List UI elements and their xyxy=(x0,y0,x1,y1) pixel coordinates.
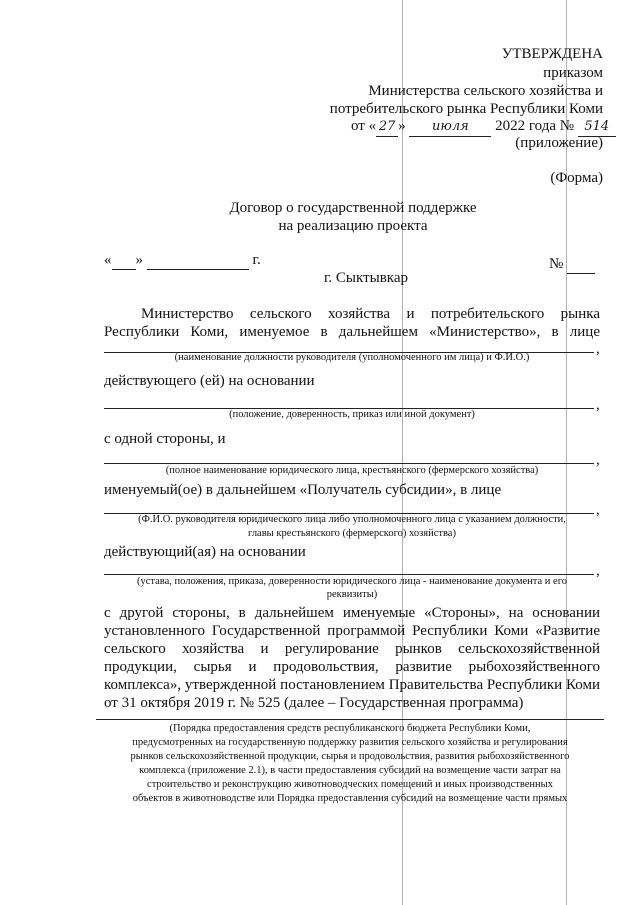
footnote-line3: рынков сельскохозяйственной продукции, сырья и продовольствия, развития рыбохозяйственного xyxy=(130,751,570,762)
approval-line-ministry: Министерства сельского хозяйства и xyxy=(368,83,603,99)
caption-recipient-name: (полное наименование юридического лица, крестьянского (фермерского хозяйства) xyxy=(165,465,539,476)
comma: , xyxy=(596,452,600,468)
footnote-line6: объектов в животноводстве или Порядка предоставления субсидий на возмещение части прямых xyxy=(132,793,568,804)
caption-recipient-basis-1: (устава, положения, приказа, доверенности юридического лица - наименование документа и его xyxy=(136,576,568,587)
comma: , xyxy=(596,502,600,518)
parties-paragraph-line2: установленного Государственной программой Республики Коми «Развитие xyxy=(104,623,600,639)
parties-paragraph-line1: с другой стороны, в дальнейшем именуемые «Стороны», на основании xyxy=(104,605,600,621)
approval-date-line: от « 27 » июля 2022 года № 514 xyxy=(351,117,616,137)
contract-date-field: « » г. xyxy=(104,252,261,268)
comma: , xyxy=(596,397,600,413)
caption-recipient-representative-2: главы крестьянского (фермерского) хозяйства) xyxy=(248,528,456,539)
approval-line-order: приказом xyxy=(543,65,603,81)
document-title-line2: на реализацию проекта xyxy=(278,218,428,234)
approval-order-number-handwritten: 514 xyxy=(578,118,616,137)
contract-number-field: № xyxy=(549,255,595,274)
footnote-line1: (Порядка предоставления средств республиканского бюджета Республики Коми, xyxy=(169,723,531,734)
form-label: (Форма) xyxy=(550,170,603,186)
one-side-label: с одной стороны, и xyxy=(104,431,226,447)
parties-paragraph-line6: от 31 октября 2019 г. № 525 (далее – Государственная программа) xyxy=(104,695,524,711)
parties-paragraph-line4: продукции, сырья и продовольствия, развитие рыбохозяйственного xyxy=(104,659,600,675)
footnote-line5: строительство и реконструкцию животноводческих помещений и иных производственных xyxy=(147,779,553,790)
acting-on-basis-label: действующего (ей) на основании xyxy=(104,373,315,389)
acting-on-basis-label-2: действующий(ая) на основании xyxy=(104,544,306,560)
comma: , xyxy=(596,563,600,579)
ministry-paragraph-line2: Республики Коми, именуемое в дальнейшем «Министерство», в лице xyxy=(104,324,600,340)
approval-day-handwritten: 27 xyxy=(376,118,398,137)
comma: , xyxy=(596,341,600,357)
ministry-paragraph-line1: Министерство сельского хозяйства и потребительского рынка xyxy=(141,306,600,322)
footnote-line2: предусмотренных на государственную поддержку развития сельского хозяйства и регулирования xyxy=(132,737,568,748)
approval-title: УТВЕРЖДЕНА xyxy=(501,46,603,62)
approval-appendix: (приложение) xyxy=(515,135,603,151)
caption-recipient-representative-1: (Ф.И.О. руководителя юридического лица либо уполномоченного лица с указанием должности, xyxy=(138,514,566,525)
recipient-named-label: именуемый(ое) в дальнейшем «Получатель субсидии», в лице xyxy=(104,482,502,498)
approval-line-market: потребительского рынка Республики Коми xyxy=(329,101,603,117)
contract-city: г. Сыктывкар xyxy=(323,270,409,286)
footnote-separator xyxy=(96,719,604,720)
caption-recipient-basis-2: реквизиты) xyxy=(326,589,378,600)
caption-representative: (наименование должности руководителя (уполномоченного им лица) и Ф.И.О.) xyxy=(174,352,530,363)
parties-paragraph-line5: комплекса», утвержденной постановлением Правительства Республики Коми xyxy=(104,677,600,693)
document-title-line1: Договор о государственной поддержке xyxy=(229,200,477,216)
caption-basis: (положение, доверенность, приказ или иной документ) xyxy=(229,409,475,420)
parties-paragraph-line3: сельского хозяйства и регулирование рынков сельскохозяйственной xyxy=(104,641,600,657)
footnote-line4: комплекса (приложение 2.1), в части предоставления субсидий на возмещение части затрат на xyxy=(139,765,561,776)
approval-month-handwritten: июля xyxy=(409,118,491,137)
